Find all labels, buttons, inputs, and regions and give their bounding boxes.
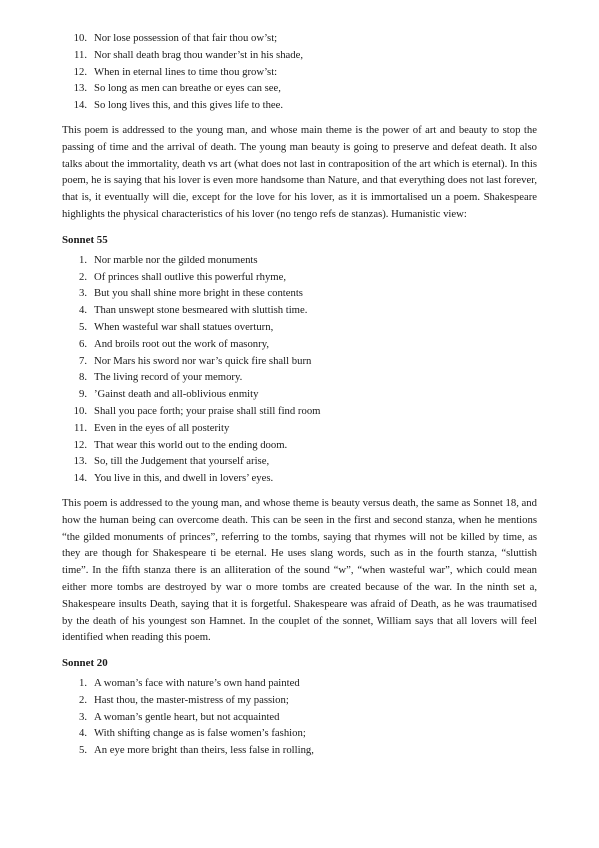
line-number: 5. (78, 320, 87, 333)
sonnet-continuation-lines (62, 30, 537, 114)
line-text: Nor shall death brag thou wander’st in his shade, (94, 48, 304, 61)
line-number: 12. (73, 438, 87, 451)
line-text: A woman’s face with nature’s own hand painted (94, 677, 300, 690)
line-number: 11. (74, 421, 87, 434)
line-number: 8. (78, 371, 87, 384)
verse-line (62, 403, 537, 420)
line-number: 14. (73, 472, 87, 485)
verse-line (62, 64, 537, 81)
line-number: 9. (78, 388, 87, 401)
line-text: With shifting change as is false women’s fashion; (94, 727, 306, 740)
verse-line (62, 47, 537, 64)
line-number: 1. (78, 677, 87, 690)
line-number: 12. (73, 65, 87, 78)
line-number: 11. (74, 48, 87, 61)
verse-line (62, 285, 537, 302)
line-text: So, till the Judgement that yourself arise, (94, 455, 270, 468)
line-text: Shall you pace forth; your praise shall still find room (94, 404, 321, 417)
line-text: Nor lose possession of that fair thou ow’st; (94, 32, 278, 44)
line-text: A woman’s gentle heart, but not acquainted (94, 710, 280, 723)
verse-line (62, 675, 537, 692)
verse-line (62, 420, 537, 437)
line-number: 3. (78, 710, 87, 723)
line-text: ’Gainst death and all-oblivious enmity (94, 388, 259, 401)
line-text: Nor Mars his sword nor war’s quick fire shall burn (94, 354, 312, 367)
commentary-paragraph-1: This poem is addressed to the young man, and whose main theme is the power of art and beauty to stop the passing of time and the arrival of death. The young man beauty is going to preserve and defeat death. It also talks about the immortality, death vs art (what does not last in contraposition of the art which is eternal). In this poem, he is saying that his lover is even more handsome than Nature, and that everything does not last forever, that is, it eventually will die, except for the love for his lover, as it is immortalised un a poem. Shakespeare highlights the physical characteristics of his lover (no tengo refs de stanzas). Humanistic view: (62, 123, 537, 220)
line-number: 6. (78, 337, 87, 350)
line-number: 13. (73, 82, 87, 95)
verse-line (62, 437, 537, 454)
line-text: You live in this, and dwell in lovers’ eyes. (94, 472, 274, 485)
verse-line (62, 692, 537, 709)
verse-line (62, 252, 537, 269)
line-number: 1. (78, 253, 87, 266)
line-text: Of princes shall outlive this powerful rhyme, (94, 270, 287, 283)
line-text: When in eternal lines to time thou grow’st: (94, 65, 278, 78)
line-number: 10. (73, 32, 87, 44)
verse-line (62, 80, 537, 97)
line-text: So long lives this, and this gives life to thee. (94, 99, 284, 112)
line-number: 10. (73, 404, 87, 417)
sonnet-55-lines (62, 252, 537, 487)
verse-line (62, 369, 537, 386)
verse-line (62, 386, 537, 403)
line-text: But you shall shine more bright in these contents (94, 287, 303, 300)
line-text: Nor marble nor the gilded monuments (94, 253, 258, 266)
line-text: And broils root out the work of masonry, (94, 337, 270, 350)
commentary-paragraph-2: This poem is addressed to the young man, and whose theme is beauty versus death, the same as Sonnet 18, and how the human being can overcome death. This can be seen in the first and second stanza, when he mentions “the gilded monuments of princes”, referring to the tombs, saying that rhymes will not be killed by time, as they are though for Shakespeare ti be eternal. He uses slang words, such as in the fourth stanza, “sluttish time”. In the fifth stanza there is an alliteration of the sound “w”, “when wasteful war”, which could mean either more tombs are destroyed by war o more tombs are created because of the war. In the ninth set a, Shakespeare insults Death, saying that it is forgetful. Shakespeare was afraid of Death, as he was traumatised by the death of his youngest son Hamnet. In the couplet of the sonnet, William says that all lovers will feel identified when reading this poem. (62, 496, 537, 644)
line-number: 5. (78, 744, 87, 757)
verse-line (62, 30, 537, 47)
sonnet-20-title: Sonnet 20 (62, 657, 108, 670)
line-number: 4. (78, 727, 87, 740)
verse-line (62, 336, 537, 353)
line-text: Hast thou, the master-mistress of my passion; (94, 693, 289, 706)
line-text: The living record of your memory. (94, 371, 243, 384)
line-number: 3. (78, 287, 87, 300)
line-text: Even in the eyes of all posterity (94, 421, 230, 434)
line-number: 13. (73, 455, 87, 468)
verse-line (62, 353, 537, 370)
verse-line (62, 453, 537, 470)
verse-line (62, 319, 537, 336)
line-text: When wasteful war shall statues overturn, (94, 320, 274, 333)
line-number: 7. (78, 354, 87, 367)
verse-line (62, 269, 537, 286)
verse-line (62, 725, 537, 742)
line-number: 4. (78, 304, 87, 317)
sonnet-55-title: Sonnet 55 (62, 233, 108, 246)
line-number: 2. (78, 693, 87, 706)
verse-line (62, 97, 537, 114)
line-text: Than unswept stone besmeared with sluttish time. (94, 304, 308, 317)
verse-line (62, 470, 537, 487)
line-text: That wear this world out to the ending doom. (94, 438, 288, 451)
verse-line (62, 302, 537, 319)
line-number: 2. (78, 270, 87, 283)
sonnet-20-lines (62, 675, 537, 759)
line-text: So long as men can breathe or eyes can see, (94, 82, 281, 95)
line-text: An eye more bright than theirs, less false in rolling, (94, 744, 314, 757)
line-number: 14. (73, 99, 87, 112)
verse-line (62, 742, 537, 759)
verse-line (62, 709, 537, 726)
